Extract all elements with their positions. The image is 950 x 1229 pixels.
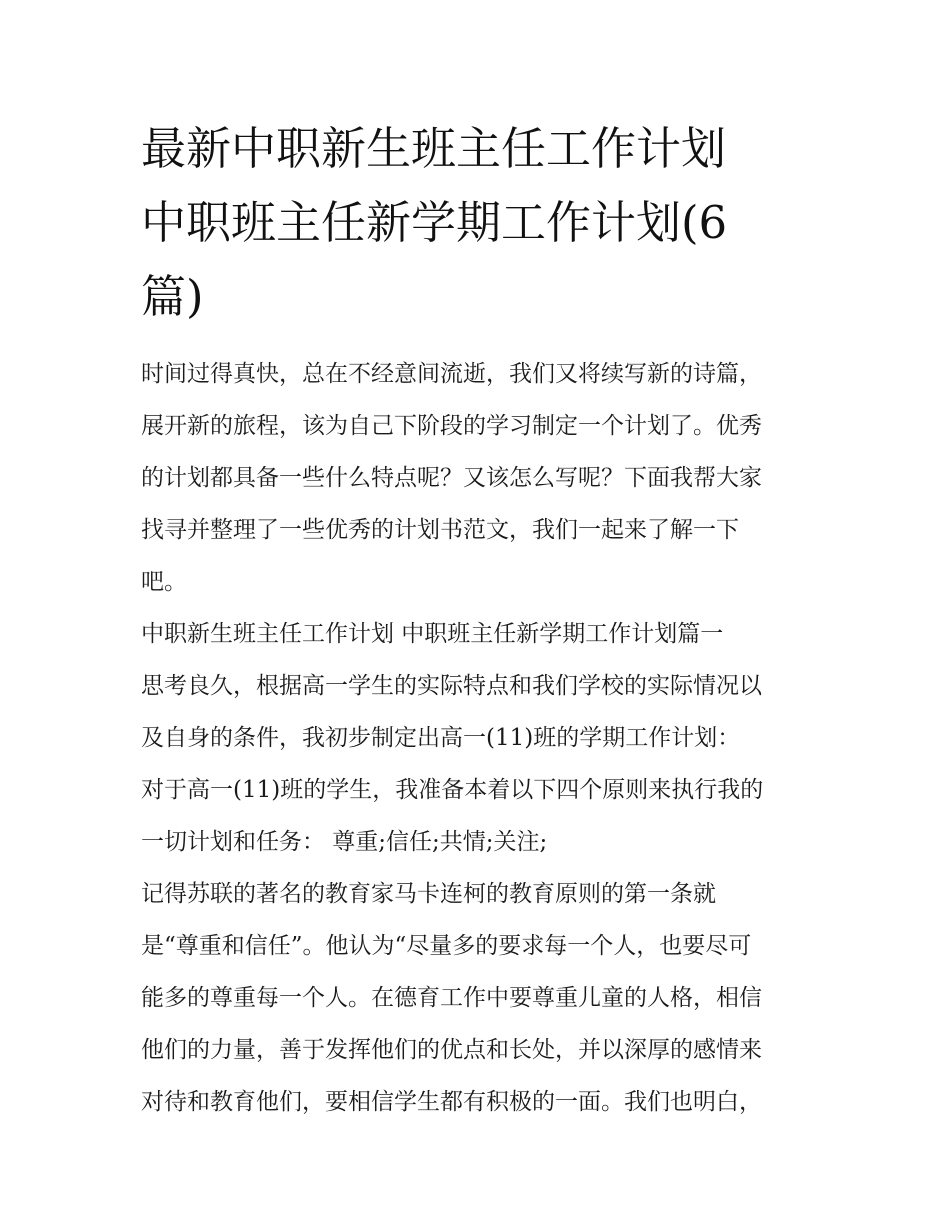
text-line: 是“尊重和信任”。他认为“尽量多的要求每一个人，也要尽可: [141, 933, 752, 959]
title-line: 最新中职新生班主任工作计划: [141, 122, 727, 175]
document-title: [141, 112, 821, 334]
text-line: 思考良久，根据高一学生的实际特点和我们学校的实际情况以: [141, 673, 762, 699]
text-line: 对待和教育他们，要相信学生都有积极的一面。我们也明白，: [141, 1089, 762, 1115]
text-line: 时间过得真快，总在不经意间流逝，我们又将续写新的诗篇，: [141, 361, 762, 387]
title-line: 篇): [141, 270, 204, 323]
intro-paragraph: [141, 348, 821, 608]
body-paragraph: [141, 868, 821, 1128]
text-line: 找寻并整理了一些优秀的计划书范文，我们一起来了解一下: [141, 517, 739, 543]
text-line: 的计划都具备一些什么特点呢？又该怎么写呢？下面我帮大家: [141, 465, 762, 491]
document-content: [141, 112, 821, 1128]
title-line: 中职班主任新学期工作计划(6: [141, 196, 728, 249]
text-line: 他们的力量，善于发挥他们的优点和长处，并以深厚的感情来: [141, 1037, 762, 1063]
text-line: 能多的尊重每一个人。在德育工作中要尊重儿童的人格，相信: [141, 985, 762, 1011]
text-line: 中职新生班主任工作计划 中职班主任新学期工作计划篇一: [141, 621, 724, 647]
section-heading: [141, 608, 821, 660]
text-line: 记得苏联的著名的教育家马卡连柯的教育原则的第一条就: [141, 881, 716, 907]
text-line: 及自身的条件，我初步制定出高一(11)班的学期工作计划：: [141, 725, 741, 751]
text-line: 对于高一(11)班的学生，我准备本着以下四个原则来执行我的: [141, 777, 764, 803]
body-paragraph: [141, 660, 821, 764]
text-line: 一切计划和任务： 尊重;信任;共情;关注;: [141, 829, 548, 855]
text-line: 吧。: [141, 569, 187, 595]
body-paragraph: [141, 764, 821, 868]
text-line: 展开新的旅程，该为自己下阶段的学习制定一个计划了。优秀: [141, 413, 762, 439]
